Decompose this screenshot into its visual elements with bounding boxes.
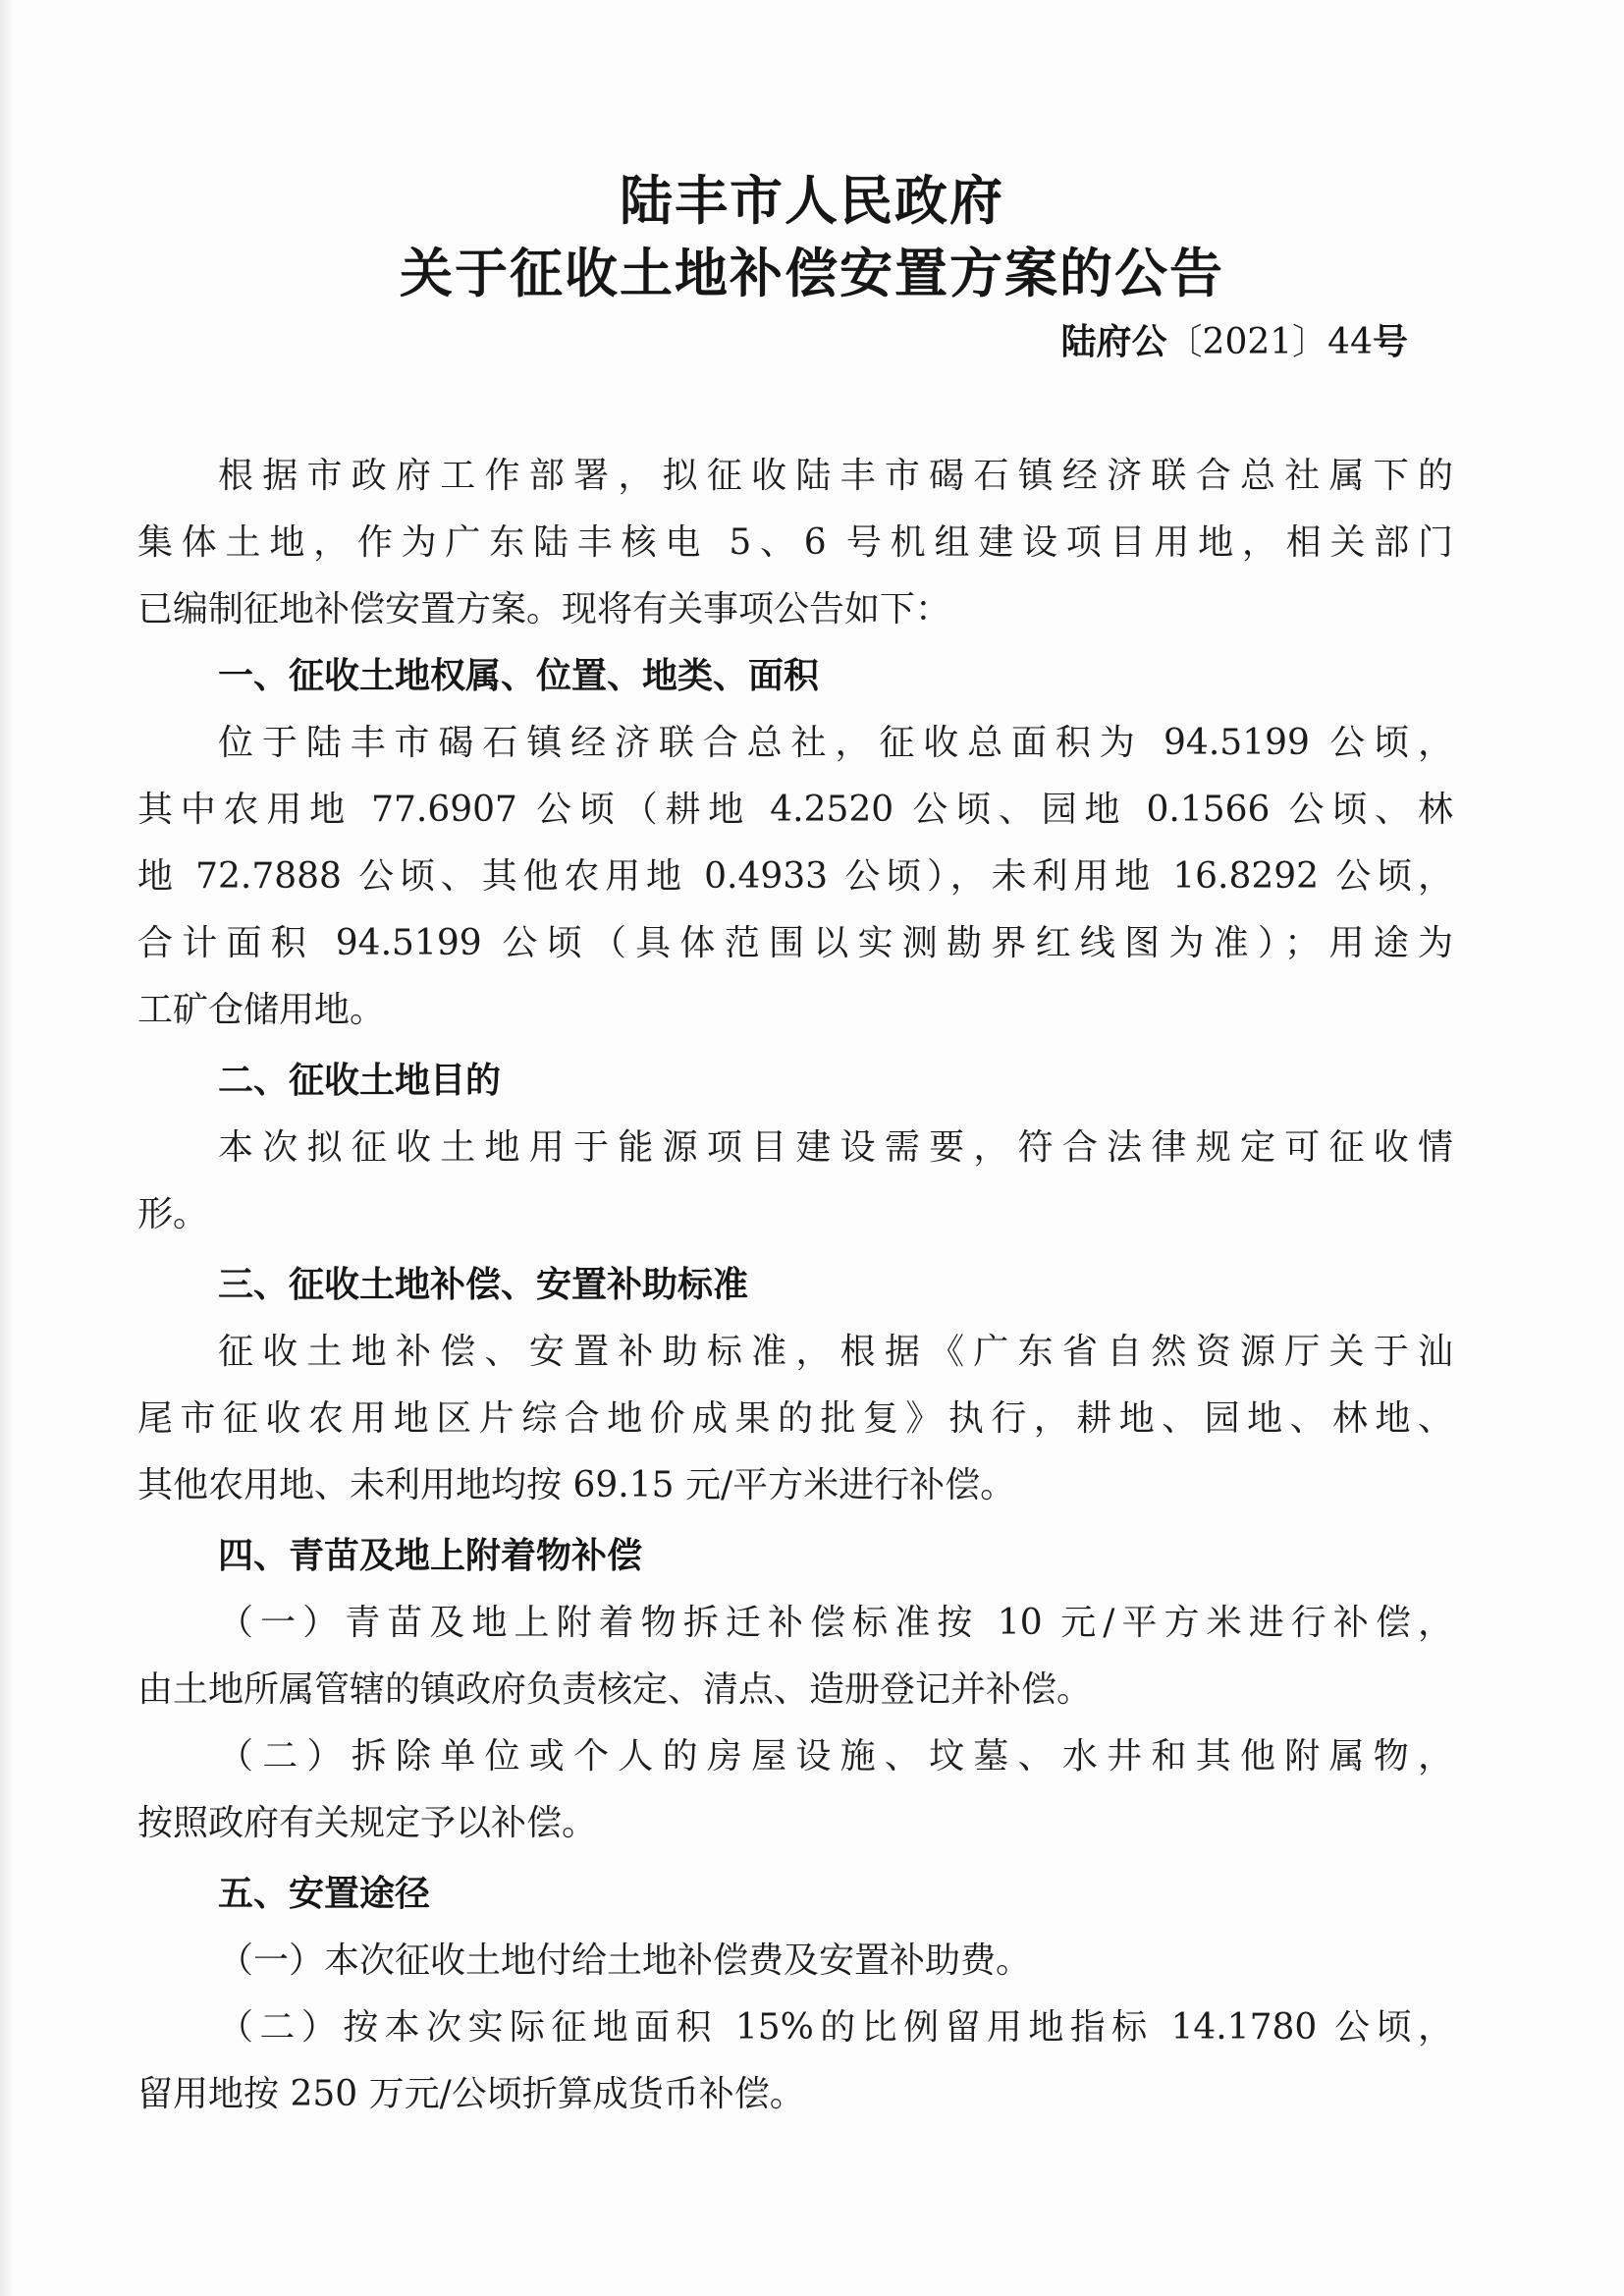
section-heading: 四、青苗及地上附着物补偿 [218,1536,643,1576]
intro-line: 根据市政府工作部署，拟征收陆丰市碣石镇经济联合总社属下的 [218,456,1453,496]
section-heading: 五、安置途径 [218,1874,431,1914]
section-line: 位于陆丰市碣石镇经济联合总社，征收总面积为 94.5199 公顷， [218,723,1453,763]
intro-line: 集体土地，作为广东陆丰核电 5、6 号机组建设项目用地，相关部门 [137,522,1453,563]
doc-number-value: 44 [1327,322,1373,362]
section-line: 留用地按 250 万元/公顷折算成货币补偿。 [137,2074,805,2114]
section-line: 按照政府有关规定予以补偿。 [137,1803,598,1843]
section-line: 其他农用地、未利用地均按 69.15 元/平方米进行补偿。 [137,1465,1016,1505]
doc-number-year: 〔2021〕 [1166,322,1328,362]
section-heading: 一、征收土地权属、位置、地类、面积 [218,656,820,696]
section-line: 工矿仓储用地。 [137,990,386,1030]
doc-number-prefix: 陆府公 [1060,322,1167,362]
doc-number-suffix: 号 [1372,322,1408,362]
section-line: 形。 [137,1194,209,1234]
section-line: 由土地所属管辖的镇政府负责核定、清点、造册登记并补偿。 [137,1669,1093,1710]
section-line: 本次拟征收土地用于能源项目建设需要，符合法律规定可征收情 [218,1127,1453,1168]
section-line: 合计面积 94.5199 公顷（具体范围以实测勘界红线图为准）；用途为 [137,923,1453,963]
section-line: 其中农用地 77.6907 公顷（耕地 4.2520 公顷、园地 0.1566 公顷、林 [137,790,1453,830]
section-line: （一）本次征收土地付给土地补偿费及安置补助费。 [218,1941,1032,1981]
section-line: 尾市征收农用地区片综合地价成果的批复》执行，耕地、园地、林地、 [137,1398,1453,1439]
section-line: 征收土地补偿、安置补助标准，根据《广东省自然资源厅关于汕 [218,1332,1453,1372]
scan-edge [0,0,14,2296]
section-heading: 三、征收土地补偿、安置补助标准 [218,1265,749,1305]
section-line: （一）青苗及地上附着物拆迁补偿标准按 10 元/平方米进行补偿， [218,1603,1453,1643]
document-number [1061,314,1408,364]
section-line: 地 72.7888 公顷、其他农用地 0.4933 公顷），未利用地 16.8292 公顷， [137,856,1453,897]
section-line: （二）拆除单位或个人的房屋设施、坟墓、水井和其他附属物， [218,1736,1453,1777]
document-title-line-1: 陆丰市人民政府 [620,170,1004,232]
section-line: （二）按本次实际征地面积 15%的比例留用地指标 14.1780 公顷， [218,2007,1453,2048]
section-heading: 二、征收土地目的 [218,1061,502,1101]
intro-line: 已编制征地补偿安置方案。现将有关事项公告如下： [137,589,951,629]
document-title-line-2: 关于征收土地补偿安置方案的公告 [400,243,1224,304]
